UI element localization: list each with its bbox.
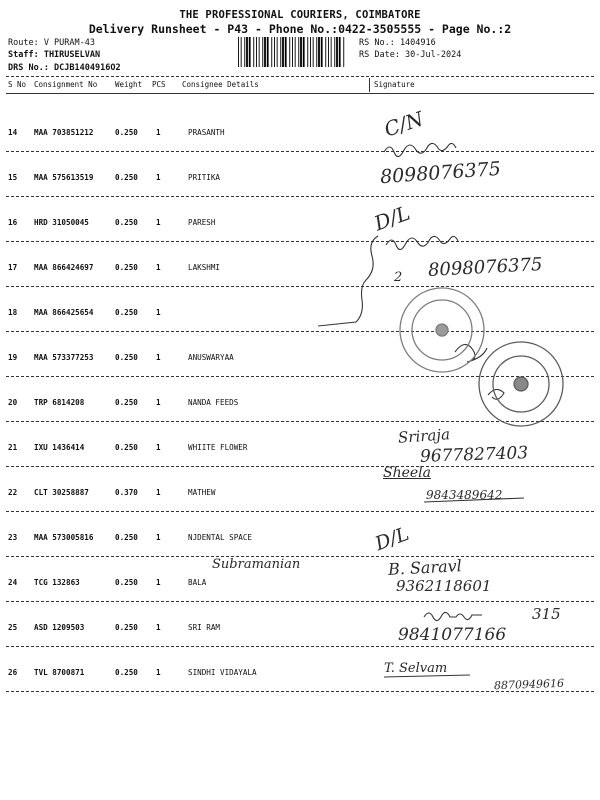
cell-consignment: ASD 1209503 [34, 623, 85, 632]
cell-pcs: 1 [156, 533, 161, 542]
barcode-bar [259, 37, 260, 67]
row-separator [6, 511, 594, 512]
barcode-bar [292, 37, 293, 67]
handwritten-note: C/N [381, 106, 427, 142]
barcode-bar [318, 37, 320, 67]
cell-pcs: 1 [156, 488, 161, 497]
barcode-bar [325, 37, 326, 67]
column-divider [6, 93, 594, 94]
barcode-bar [277, 37, 278, 67]
cell-consignment: TCG 132863 [34, 578, 80, 587]
barcode-bar [303, 37, 305, 67]
cell-weight: 0.250 [115, 263, 138, 272]
cell-pcs: 1 [156, 308, 161, 317]
cell-weight: 0.250 [115, 443, 138, 452]
cell-sno: 24 [8, 578, 18, 587]
barcode-bar [313, 37, 314, 67]
staff-label: Staff: THIRUSELVAN [8, 50, 101, 60]
cell-pcs: 1 [156, 398, 161, 407]
handwritten-phone: 8098076375 [427, 254, 544, 281]
row-separator [6, 331, 594, 332]
cell-consignment: MAA 575613519 [34, 173, 94, 182]
route-label: Route: V PURAM-43 [8, 38, 95, 48]
cell-consignment: IXU 1436414 [34, 443, 85, 452]
handwritten-phone: 9841077166 [398, 625, 507, 645]
barcode-bar [241, 37, 242, 67]
row-separator [6, 196, 594, 197]
cell-sno: 17 [8, 263, 18, 272]
row-separator [6, 376, 594, 377]
handwritten-note: D/L [372, 522, 412, 556]
cell-consignment: CLT 30258887 [34, 488, 89, 497]
barcode-bar [238, 37, 239, 67]
barcode-bar [310, 37, 311, 67]
drs-number: DRS No.: DCJB1404916O2 [8, 63, 121, 73]
row-separator [6, 466, 594, 467]
cell-consignment: MAA 573377253 [34, 353, 94, 362]
rs-number: RS No.: 1404916 [359, 38, 436, 48]
cell-consignee: NJDENTAL SPACE [188, 533, 253, 542]
cell-weight: 0.250 [115, 173, 138, 182]
col-pcs: PCS [152, 80, 166, 89]
cell-sno: 19 [8, 353, 18, 362]
row-separator [6, 286, 594, 287]
cell-consignment: MAA 866424697 [34, 263, 94, 272]
cell-weight: 0.250 [115, 578, 138, 587]
barcode-bar [339, 37, 341, 67]
barcode-bar [274, 37, 275, 67]
row-separator [6, 421, 594, 422]
cell-weight: 0.250 [115, 308, 138, 317]
barcode-bar [343, 37, 344, 67]
cell-consignee: SRI RAM [188, 623, 221, 632]
cell-weight: 0.250 [115, 353, 138, 362]
handwritten-phone: 9677827403 [419, 443, 529, 467]
cell-pcs: 1 [156, 263, 161, 272]
cell-consignee: WHIITE FLOWER [188, 443, 248, 452]
cell-consignee: PRITIKA [188, 173, 221, 182]
barcode-bar [253, 37, 254, 67]
barcode-bar [264, 37, 266, 67]
col-sno: S No [8, 80, 27, 89]
signature-column-divider [369, 78, 370, 92]
cell-consignment: HRD 31050045 [34, 218, 89, 227]
cell-sno: 16 [8, 218, 18, 227]
cell-weight: 0.370 [115, 488, 138, 497]
cell-consignment: TRP 6814208 [34, 398, 85, 407]
handwritten-phone: 8870949616 [493, 676, 565, 693]
cell-consignee: LAKSHMI [188, 263, 221, 272]
cell-pcs: 1 [156, 623, 161, 632]
cell-sno: 20 [8, 398, 18, 407]
handwritten-signature: T. Selvam [384, 661, 448, 676]
cell-pcs: 1 [156, 443, 161, 452]
barcode-bar [271, 37, 272, 67]
barcode-bar [336, 37, 338, 67]
cell-sno: 23 [8, 533, 18, 542]
barcode-bar [280, 37, 281, 67]
handwritten-phone: 9843489642 [426, 488, 503, 502]
cell-consignment: TVL 8700871 [34, 668, 85, 677]
cell-weight: 0.250 [115, 398, 138, 407]
barcode-bar [298, 37, 299, 67]
cell-sno: 18 [8, 308, 18, 317]
runsheet-title: Delivery Runsheet - P43 - Phone No.:0422-3505555 - Page No.:2 [88, 22, 512, 36]
barcode-bar [246, 37, 248, 67]
cell-pcs: 1 [156, 578, 161, 587]
company-title: THE PROFESSIONAL COURIERS, COIMBATORE [179, 9, 421, 21]
handwritten-phone: 8098076375 [379, 157, 502, 189]
cell-consignee: PRASANTH [188, 128, 225, 137]
cell-consignee: BALA [188, 578, 207, 587]
cell-weight: 0.250 [115, 128, 138, 137]
cell-consignee: SINDHI VIDAYALA [188, 668, 257, 677]
cell-pcs: 1 [156, 128, 161, 137]
barcode-bar [316, 37, 317, 67]
barcode-bar [289, 37, 290, 67]
barcode-bar [249, 37, 251, 67]
handwritten-signature: Sheela [383, 465, 432, 481]
cell-consignee: ANUSWARYAA [188, 353, 234, 362]
barcode [238, 37, 348, 67]
col-weight: Weight [115, 80, 143, 89]
barcode-bar [307, 37, 308, 67]
cell-consignment: MAA 866425654 [34, 308, 94, 317]
handwritten-signature: Sriraja [397, 425, 451, 447]
row-separator [6, 646, 594, 647]
handwritten-signature: B. Saravl [387, 556, 463, 579]
cell-pcs: 1 [156, 218, 161, 227]
barcode-bar [256, 37, 257, 67]
cell-sno: 22 [8, 488, 18, 497]
cell-consignment: MAA 573005816 [34, 533, 94, 542]
barcode-bar [328, 37, 329, 67]
barcode-bar [334, 37, 335, 67]
cell-sno: 21 [8, 443, 18, 452]
cell-consignee: PARESH [188, 218, 216, 227]
barcode-bar [244, 37, 245, 67]
barcode-bar [331, 37, 332, 67]
cell-weight: 0.250 [115, 668, 138, 677]
barcode-bar [262, 37, 263, 67]
cell-pcs: 1 [156, 173, 161, 182]
cell-weight: 0.250 [115, 218, 138, 227]
row-separator [6, 151, 594, 152]
row-separator [6, 241, 594, 242]
handwritten-circled-number: 2 [394, 270, 403, 285]
cell-weight: 0.250 [115, 623, 138, 632]
col-consignee: Consignee Details [182, 80, 259, 89]
rs-date: RS Date: 30-Jul-2024 [359, 50, 462, 60]
cell-sno: 15 [8, 173, 18, 182]
cell-sno: 26 [8, 668, 18, 677]
barcode-bar [300, 37, 302, 67]
handwritten-number: 315 [532, 605, 561, 623]
barcode-bar [295, 37, 296, 67]
cell-pcs: 1 [156, 353, 161, 362]
handwritten-phone: 9362118601 [396, 577, 492, 595]
cell-consignee: MATHEW [188, 488, 216, 497]
cell-weight: 0.250 [115, 533, 138, 542]
barcode-bar [321, 37, 323, 67]
handwritten-name-suffix: Subramanian [212, 557, 301, 572]
cell-consignment: MAA 703851212 [34, 128, 94, 137]
col-consignment: Consignment No [34, 80, 98, 89]
barcode-bar [282, 37, 284, 67]
cell-pcs: 1 [156, 668, 161, 677]
header-divider [6, 76, 594, 77]
cell-consignee: NANDA FEEDS [188, 398, 239, 407]
barcode-bar [285, 37, 287, 67]
handwritten-note: D/L [370, 200, 414, 236]
barcode-bar [267, 37, 269, 67]
cell-sno: 25 [8, 623, 18, 632]
row-separator [6, 601, 594, 602]
col-signature: Signature [374, 80, 415, 89]
cell-sno: 14 [8, 128, 18, 137]
